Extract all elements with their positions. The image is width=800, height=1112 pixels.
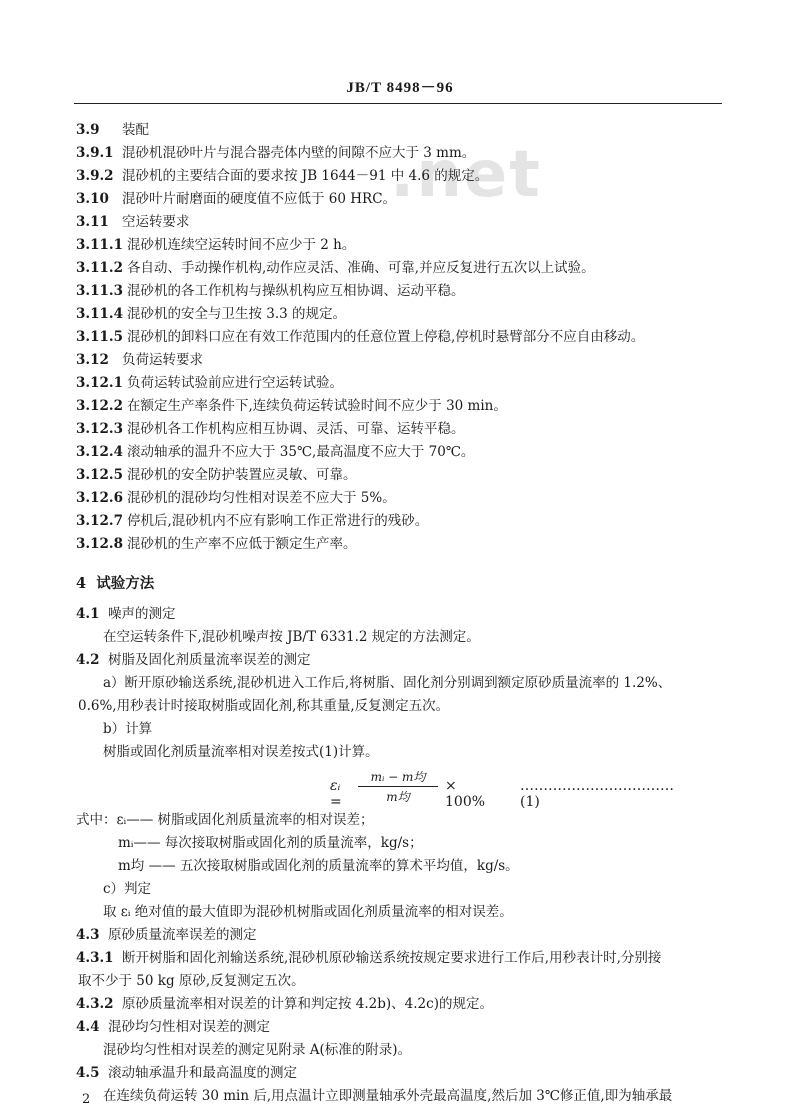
clause-number: 3.12 xyxy=(76,352,109,368)
clause-3-12-3 xyxy=(76,419,464,439)
formula-lhs: εᵢ = xyxy=(330,778,342,810)
clause-text: 混砂机的安全防护装置应灵敏、可靠。 xyxy=(126,467,357,483)
clause-text: 负荷运转试验前应进行空运转试验。 xyxy=(126,375,343,391)
clause-number: 3.12.7 xyxy=(76,513,123,529)
clause-number: 4.3.2 xyxy=(76,996,114,1012)
clause-3-12-8 xyxy=(76,534,356,554)
where-lead: 式中： xyxy=(76,812,117,828)
clause-text: 混砂机的混砂均匀性相对误差不应大于 5%。 xyxy=(126,490,396,506)
clause-text: 混砂机连续空运转时间不应少于 2 h。 xyxy=(126,237,356,253)
paragraph-4-1: 在空运转条件下,混砂机噪声按 JB/T 6331.2 规定的方法测定。 xyxy=(103,629,480,645)
clause-3-9 xyxy=(76,120,149,140)
clause-text: 断开树脂和固化剂输送系统,混砂机原砂输送系统按规定要求进行工作后,用秒表计时,分别接 xyxy=(122,950,662,966)
section-4-heading xyxy=(76,572,154,593)
clause-number: 3.11 xyxy=(76,214,109,230)
clause-number: 3.11.3 xyxy=(76,283,123,299)
paragraph-4-2b-text: 树脂或固化剂质量流率相对误差按式(1)计算。 xyxy=(103,744,379,760)
clause-number: 3.12.1 xyxy=(76,375,123,391)
clause-text: 混砂机的生产率不应低于额定生产率。 xyxy=(126,536,357,552)
page-header: JB/T 8498－96 xyxy=(346,80,454,96)
clause-3-12 xyxy=(76,350,203,370)
paragraph-4-2c: c）判定 xyxy=(103,881,152,897)
section-number: 4 xyxy=(76,575,87,592)
clause-3-11-3 xyxy=(76,281,464,301)
paragraph-4-5: 在连续负荷运转 30 min 后,用点温计立即测量轴承外壳最高温度,然后加 3℃修正值,即为轴承最 xyxy=(103,1088,673,1104)
formula-rhs: × 100% xyxy=(445,778,486,810)
clause-3-11 xyxy=(76,212,190,232)
clause-text: 滚动轴承的温升不应大于 35℃,最高温度不应大于 70℃。 xyxy=(126,444,475,460)
clause-3-10 xyxy=(76,189,396,209)
clause-text: 装配 xyxy=(122,122,149,138)
clause-text: 滚动轴承温升和最高温度的测定 xyxy=(108,1065,297,1081)
clause-number: 4.4 xyxy=(76,1019,100,1035)
clause-text: 空运转要求 xyxy=(122,214,190,230)
clause-3-12-7 xyxy=(76,511,428,531)
clause-number: 3.12.6 xyxy=(76,490,123,506)
clause-number: 3.12.4 xyxy=(76,444,123,460)
clause-text: 混砂机的各工作机构与操纵机构应互相协调、运动平稳。 xyxy=(126,283,465,299)
clause-text: 在额定生产率条件下,连续负荷运转试验时间不应少于 30 min。 xyxy=(126,398,507,414)
clause-number: 4.3 xyxy=(76,927,100,943)
paragraph-4-3-1-line2: 取不少于 50 kg 原砂,反复测定五次。 xyxy=(78,973,305,989)
clause-number: 3.12.8 xyxy=(76,536,123,552)
clause-text: 各自动、手动操作机构,动作应灵活、准确、可靠,并应反复进行五次以上试验。 xyxy=(126,260,595,276)
clause-3-12-2 xyxy=(76,396,507,416)
clause-text: 负荷运转要求 xyxy=(122,352,203,368)
clause-3-12-1 xyxy=(76,373,343,393)
clause-number: 4.2 xyxy=(76,652,100,668)
paragraph-4-4: 混砂均匀性相对误差的测定见附录 A(标准的附录)。 xyxy=(103,1042,412,1058)
clause-4-4 xyxy=(76,1017,270,1037)
paragraph-4-2b: b）计算 xyxy=(103,721,153,737)
clause-text: 噪声的测定 xyxy=(108,606,176,622)
clause-3-12-6 xyxy=(76,488,396,508)
clause-4-1 xyxy=(76,604,176,624)
clause-3-9-1 xyxy=(76,143,475,163)
where-line-1 xyxy=(76,810,374,830)
clause-number: 3.11.2 xyxy=(76,260,123,276)
clause-text: 混砂均匀性相对误差的测定 xyxy=(108,1019,270,1035)
paragraph-4-2c-text: 取 εᵢ 绝对值的最大值即为混砂机树脂或固化剂质量流率的相对误差。 xyxy=(103,904,513,920)
clause-3-11-2 xyxy=(76,258,595,278)
section-title: 试验方法 xyxy=(96,575,155,592)
paragraph-4-2a-line2: 0.6%,用秒表计时接取树脂或固化剂,称其重量,反复测定五次。 xyxy=(78,698,450,714)
clause-3-11-4 xyxy=(76,304,346,324)
clause-number: 4.5 xyxy=(76,1065,100,1081)
clause-4-5 xyxy=(76,1063,297,1083)
clause-number: 4.1 xyxy=(76,606,100,622)
clause-4-3 xyxy=(76,925,257,945)
where-line-3: m均 —— 五次接取树脂或固化剂的质量流率的算术平均值，kg/s。 xyxy=(118,858,519,874)
clause-3-11-1 xyxy=(76,235,355,255)
clause-3-12-5 xyxy=(76,465,356,485)
clause-3-11-5 xyxy=(76,327,644,347)
clause-text: 混砂机的安全与卫生按 3.3 的规定。 xyxy=(126,306,347,322)
clause-number: 3.9.2 xyxy=(76,168,114,184)
clause-text: 混砂机各工作机构应相互协调、灵活、可靠、运转平稳。 xyxy=(126,421,465,437)
formula-numerator: mᵢ − m均 xyxy=(358,768,438,787)
clause-4-3-1 xyxy=(76,948,661,968)
clause-number: 3.12.3 xyxy=(76,421,123,437)
formula-number: ……………………………(1) xyxy=(520,778,674,810)
clause-number: 3.11.4 xyxy=(76,306,123,322)
clause-3-9-2 xyxy=(76,166,488,186)
formula-fraction xyxy=(358,768,438,805)
clause-text: 混砂机的卸料口应在有效工作范围内的任意位置上停稳,停机时悬臂部分不应自由移动。 xyxy=(126,329,645,345)
clause-4-3-2 xyxy=(76,994,493,1014)
clause-number: 3.12.2 xyxy=(76,398,123,414)
clause-number: 3.9.1 xyxy=(76,145,114,161)
clause-number: 4.3.1 xyxy=(76,950,114,966)
where-definition: εᵢ—— 树脂或固化剂质量流率的相对误差； xyxy=(116,812,374,828)
clause-4-2 xyxy=(76,650,311,670)
clause-number: 3.12.5 xyxy=(76,467,123,483)
clause-text: 原砂质量流率相对误差的计算和判定按 4.2b)、4.2c)的规定。 xyxy=(122,996,493,1012)
clause-number: 3.9 xyxy=(76,122,100,138)
clause-text: 停机后,混砂机内不应有影响工作正常进行的残砂。 xyxy=(126,513,429,529)
clause-text: 混砂叶片耐磨面的硬度值不应低于 60 HRC。 xyxy=(122,191,397,207)
clause-text: 树脂及固化剂质量流率误差的测定 xyxy=(108,652,311,668)
formula-denominator: m均 xyxy=(386,790,410,804)
where-line-2: mᵢ—— 每次接取树脂或固化剂的质量流率，kg/s； xyxy=(118,835,423,851)
watermark: .net xyxy=(390,138,542,212)
header-rule xyxy=(74,103,722,104)
clause-number: 3.11.1 xyxy=(76,237,123,253)
clause-text: 混砂机混砂叶片与混合器壳体内壁的间隙不应大于 3 mm。 xyxy=(122,145,476,161)
page-number: 2 xyxy=(82,1092,91,1107)
clause-3-12-4 xyxy=(76,442,474,462)
paragraph-4-2a-line1: a）断开原砂输送系统,混砂机进入工作后,将树脂、固化剂分别调到额定原砂质量流率的 1.2%、 xyxy=(103,675,672,691)
clause-number: 3.10 xyxy=(76,191,109,207)
clause-text: 混砂机的主要结合面的要求按 JB 1644－91 中 4.6 的规定。 xyxy=(122,168,489,184)
clause-number: 3.11.5 xyxy=(76,329,123,345)
clause-text: 原砂质量流率误差的测定 xyxy=(108,927,257,943)
